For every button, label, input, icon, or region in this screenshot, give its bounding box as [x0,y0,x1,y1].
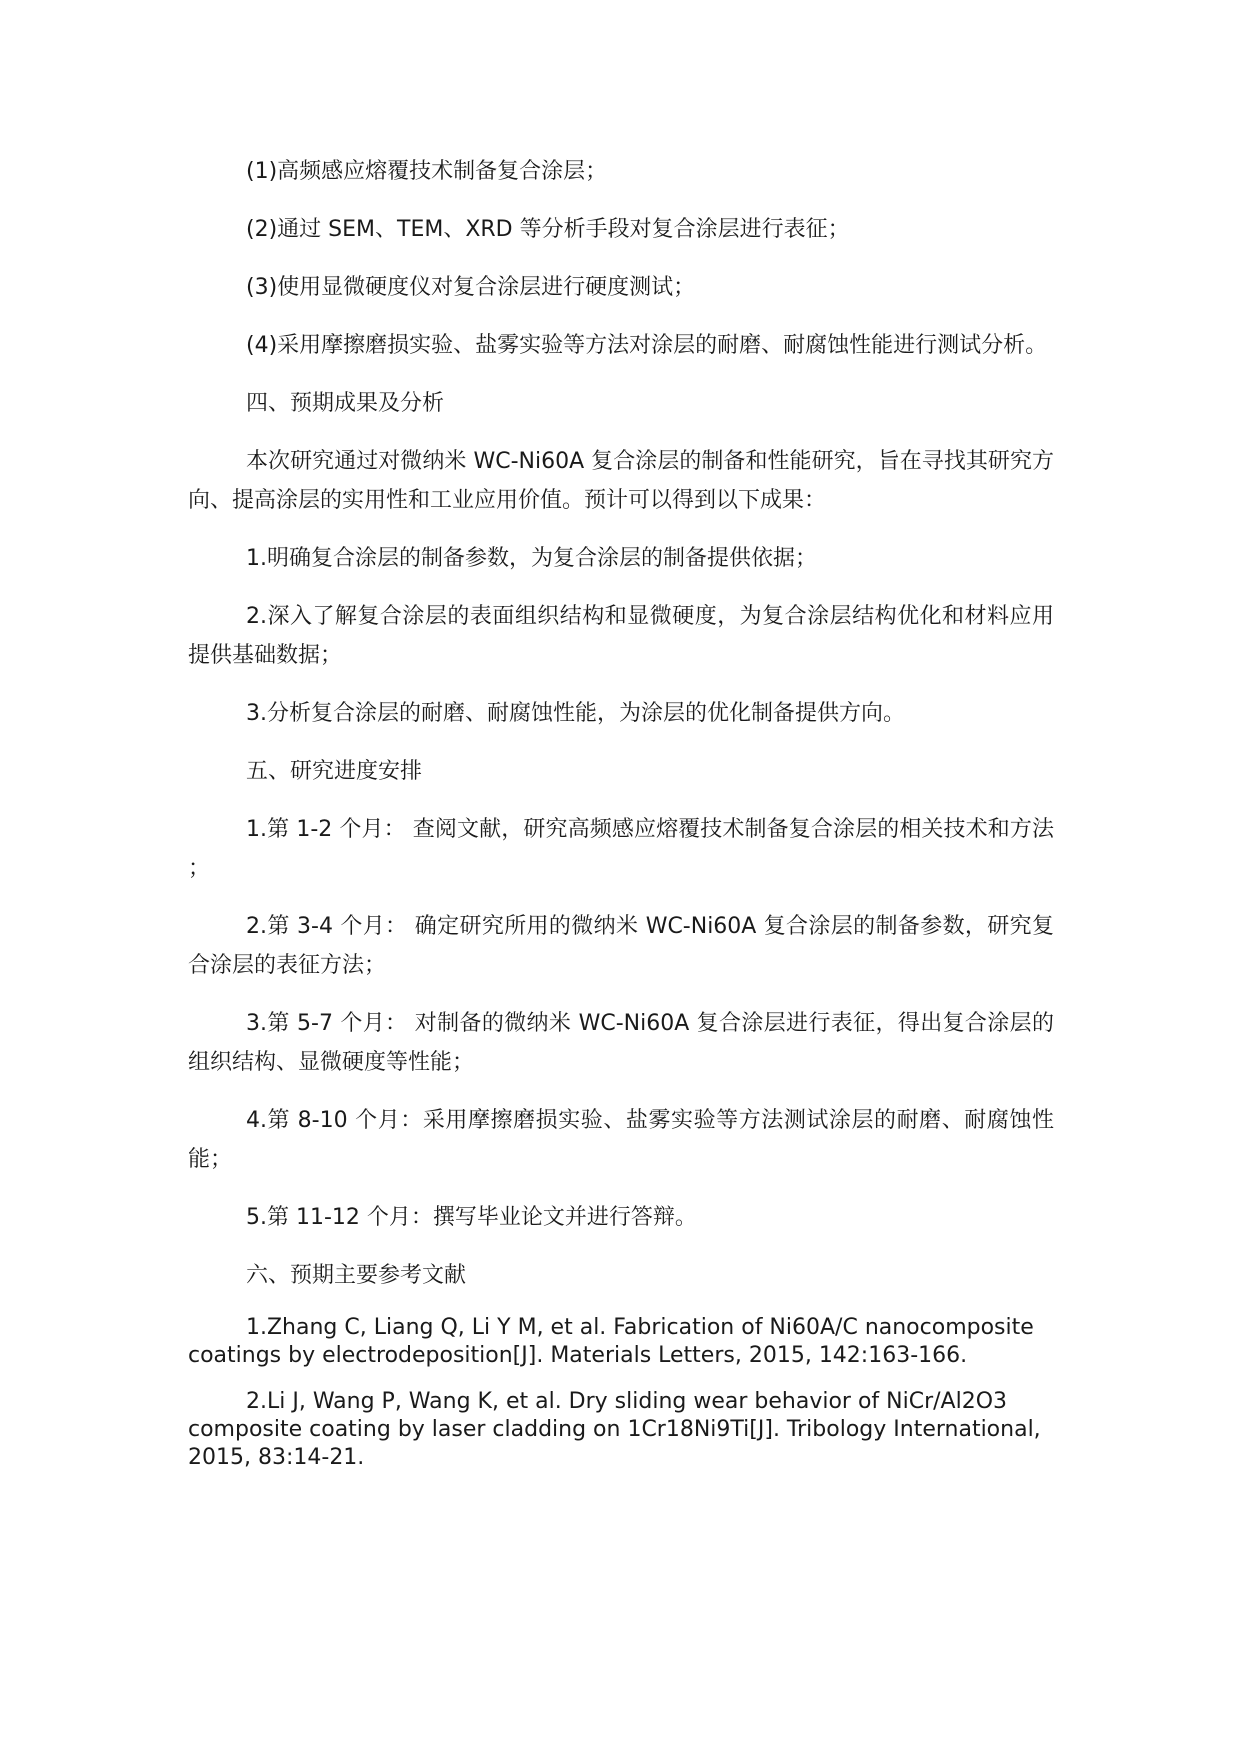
reference-list [188,1314,1054,1472]
method-item-3: (3)使用显微硬度仪对复合涂层进行硬度测试； [246,275,696,300]
method-item-1: (1)高频感应熔覆技术制备复合涂层； [246,159,608,184]
schedule-item-3: 3.第 5-7 个月： 对制备的微纳米 WC-Ni60A 复合涂层进行表征，得出复合涂层的组织结构、显微硬度等性能； [188,1011,1054,1075]
section-heading-schedule: 五、研究进度安排 [246,759,423,784]
schedule-item-2: 2.第 3-4 个月： 确定研究所用的微纳米 WC-Ni60A 复合涂层的制备参数，研究复合涂层的表征方法； [188,914,1054,978]
reference-item-2: 2.Li J, Wang P, Wang K, et al. Dry sliding wear behavior of NiCr/Al2O3 composite coating by laser cladding on 1Cr18Ni9Ti[J]. Tribology International, 2015, 83:14-21. [188,1389,1041,1470]
expected-results-intro: 本次研究通过对微纳米 WC-Ni60A 复合涂层的制备和性能研究，旨在寻找其研究方向、提高涂层的实用性和工业应用价值。预计可以得到以下成果： [188,449,1054,513]
reference-item-1: 1.Zhang C, Liang Q, Li Y M, et al. Fabrication of Ni60A/C nanocomposite coatings by electrodeposition[J]. Materials Letters, 2015, 142:163-166. [188,1315,1034,1368]
schedule-item-5: 5.第 11-12 个月：撰写毕业论文并进行答辩。 [246,1205,697,1230]
expected-result-item-3: 3.分析复合涂层的耐磨、耐腐蚀性能，为涂层的优化制备提供方向。 [246,701,905,726]
method-item-4: (4)采用摩擦磨损实验、盐雾实验等方法对涂层的耐磨、耐腐蚀性能进行测试分析。 [246,333,1048,358]
expected-result-item-1: 1.明确复合涂层的制备参数，为复合涂层的制备提供依据； [246,546,817,571]
schedule-item-4: 4.第 8-10 个月：采用摩擦磨损实验、盐雾实验等方法测试涂层的耐磨、耐腐蚀性能； [188,1108,1054,1172]
method-item-2: (2)通过 SEM、TEM、XRD 等分析手段对复合涂层进行表征； [246,217,850,242]
schedule-item-1: 1.第 1-2 个月： 查阅文献，研究高频感应熔覆技术制备复合涂层的相关技术和方法 ； [188,817,1054,881]
document-body [188,152,1054,1490]
section-heading-expected-results: 四、预期成果及分析 [246,391,445,416]
section-heading-references: 六、预期主要参考文献 [246,1263,467,1288]
expected-result-item-2: 2.深入了解复合涂层的表面组织结构和显微硬度，为复合涂层结构优化和材料应用提供基础数据； [188,604,1054,668]
